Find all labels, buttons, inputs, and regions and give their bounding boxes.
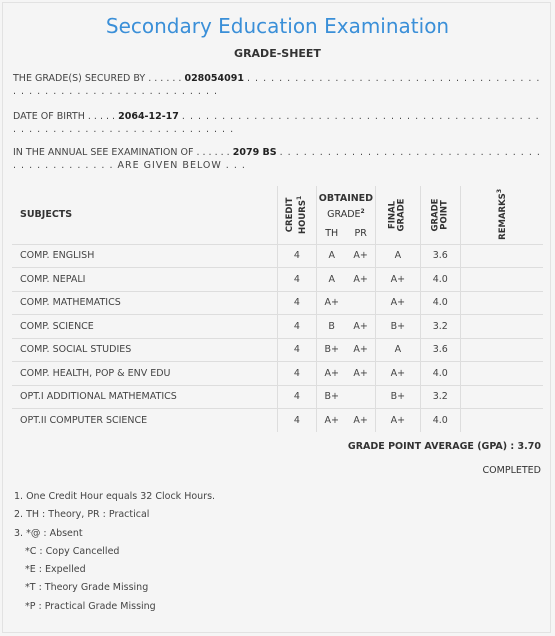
final-grade-cell: A+ — [375, 362, 420, 386]
credit-cell: 4 — [277, 409, 316, 432]
table-row — [12, 338, 543, 362]
grades-table — [12, 186, 543, 432]
final-grade-cell: A+ — [375, 291, 420, 315]
table-row — [12, 409, 543, 432]
gpa-line — [348, 441, 541, 452]
col-subjects: SUBJECTS — [12, 186, 277, 244]
final-grade-cell: B+ — [375, 315, 420, 339]
exam-trail: . . . . . . . . . . . . . . . . . . . . . . . . . . . . . . . . . . . . . . . . . . . . . . ARE GIVEN BELOW . . . — [13, 147, 541, 171]
table-header-row — [12, 186, 543, 224]
pr-grade-cell: A+ — [346, 315, 375, 339]
col-remarks: REMARKS$^3$ — [460, 186, 543, 244]
remarks-cell — [460, 315, 543, 339]
footnote: *P : Practical Grade Missing — [25, 600, 156, 612]
final-grade-cell: A+ — [375, 268, 420, 292]
dob-trail: . . . . . . . . . . . . . . . . . . . . . . . . . . . . . . . . . . . . . . . . . . . . . . . . . . . . . . . . . . . . . . . . . . . . . . . . . — [13, 111, 540, 135]
subject-cell: COMP. HEALTH, POP & ENV EDU — [12, 362, 277, 386]
table-row — [12, 268, 543, 292]
dob-value: 2064-12-17 — [118, 111, 179, 122]
pr-grade-cell: A+ — [346, 409, 375, 432]
col-credit-hours: CREDIT HOURS$^1$ — [277, 186, 316, 244]
final-grade-cell: A+ — [375, 409, 420, 432]
grades-body — [12, 244, 543, 432]
secured-by-trail: . . . . . . . . . . . . . . . . . . . . . . . . . . . . . . . . . . . . . . . . . . . . . . . . . . . . . . . . . . . . . . . — [13, 73, 541, 97]
pr-grade-cell — [346, 385, 375, 409]
footnote: *E : Expelled — [25, 564, 86, 576]
col-pr: PR — [346, 224, 375, 244]
col-grade-point: GRADE POINT — [420, 186, 460, 244]
remarks-cell — [460, 291, 543, 315]
page-title: Secondary Education Examination — [105, 14, 450, 38]
footnote: *T : Theory Grade Missing — [25, 582, 149, 594]
pr-grade-cell: A+ — [346, 268, 375, 292]
remarks-cell — [460, 268, 543, 292]
pr-grade-cell: A+ — [346, 244, 375, 268]
gpa-value: 3.70 — [517, 441, 541, 452]
grade-point-cell: 3.6 — [420, 338, 460, 362]
dob-label: DATE OF BIRTH . . . . . — [13, 111, 116, 122]
remarks-cell — [460, 362, 543, 386]
remarks-cell — [460, 244, 543, 268]
remarks-cell — [460, 385, 543, 409]
pr-grade-cell: A+ — [346, 338, 375, 362]
status-text: COMPLETED — [482, 465, 541, 476]
symbol-number: 028054091 — [184, 73, 244, 84]
table-row — [12, 385, 543, 409]
col-th: TH — [316, 224, 346, 244]
subject-cell: COMP. NEPALI — [12, 268, 277, 292]
subject-cell: COMP. SCIENCE — [12, 315, 277, 339]
credit-cell: 4 — [277, 244, 316, 268]
footnote: 1. One Credit Hour equals 32 Clock Hours. — [14, 491, 216, 502]
final-grade-cell: B+ — [375, 385, 420, 409]
subject-cell: OPT.I ADDITIONAL MATHEMATICS — [12, 385, 277, 409]
credit-cell: 4 — [277, 268, 316, 292]
subject-cell: COMP. SOCIAL STUDIES — [12, 338, 277, 362]
remarks-cell — [460, 409, 543, 432]
credit-cell: 4 — [277, 291, 316, 315]
remarks-cell — [460, 338, 543, 362]
subject-cell: OPT.II COMPUTER SCIENCE — [12, 409, 277, 432]
th-grade-cell: A+ — [316, 291, 346, 315]
grade-point-cell: 4.0 — [420, 362, 460, 386]
final-grade-cell: A — [375, 244, 420, 268]
pr-grade-cell — [346, 291, 375, 315]
col-obtained-grade: OBTAINED GRADE$^2$ — [316, 186, 375, 224]
grade-point-cell: 3.6 — [420, 244, 460, 268]
subject-cell: COMP. ENGLISH — [12, 244, 277, 268]
gpa-label: GRADE POINT AVERAGE (GPA) : — [347, 441, 515, 452]
th-grade-cell: B+ — [316, 385, 346, 409]
footnote: 2. TH : Theory, PR : Practical — [14, 509, 150, 521]
th-grade-cell: A+ — [316, 362, 346, 386]
credit-cell: 4 — [277, 362, 316, 386]
col-final-grade: FINAL GRADE — [375, 186, 420, 244]
credit-cell: 4 — [277, 315, 316, 339]
footnotes — [14, 488, 215, 616]
table-row — [12, 244, 543, 268]
credit-cell: 4 — [277, 385, 316, 409]
final-grade-cell: A — [375, 338, 420, 362]
page-subtitle: GRADE-SHEET — [234, 47, 321, 60]
credit-cell: 4 — [277, 338, 316, 362]
footnote: *C : Copy Cancelled — [25, 545, 120, 557]
exam-label: IN THE ANNUAL SEE EXAMINATION OF . . . . . . — [13, 147, 230, 158]
info-secured-by — [13, 72, 541, 98]
subject-cell: COMP. MATHEMATICS — [12, 291, 277, 315]
table-row — [12, 315, 543, 339]
th-grade-cell: A — [316, 268, 346, 292]
th-grade-cell: B — [316, 315, 346, 339]
table-row — [12, 291, 543, 315]
info-exam — [13, 146, 541, 172]
secured-by-label: THE GRADE(S) SECURED BY . . . . . . — [13, 73, 182, 84]
grade-point-cell: 3.2 — [420, 385, 460, 409]
exam-value: 2079 BS — [232, 147, 277, 158]
info-dob — [13, 110, 541, 136]
grade-point-cell: 4.0 — [420, 291, 460, 315]
grade-point-cell: 4.0 — [420, 409, 460, 432]
th-grade-cell: A+ — [316, 409, 346, 432]
th-grade-cell: A — [316, 244, 346, 268]
grade-point-cell: 4.0 — [420, 268, 460, 292]
table-row — [12, 362, 543, 386]
grade-point-cell: 3.2 — [420, 315, 460, 339]
pr-grade-cell: A+ — [346, 362, 375, 386]
footnote: 3. *@ : Absent — [14, 527, 83, 539]
th-grade-cell: B+ — [316, 338, 346, 362]
